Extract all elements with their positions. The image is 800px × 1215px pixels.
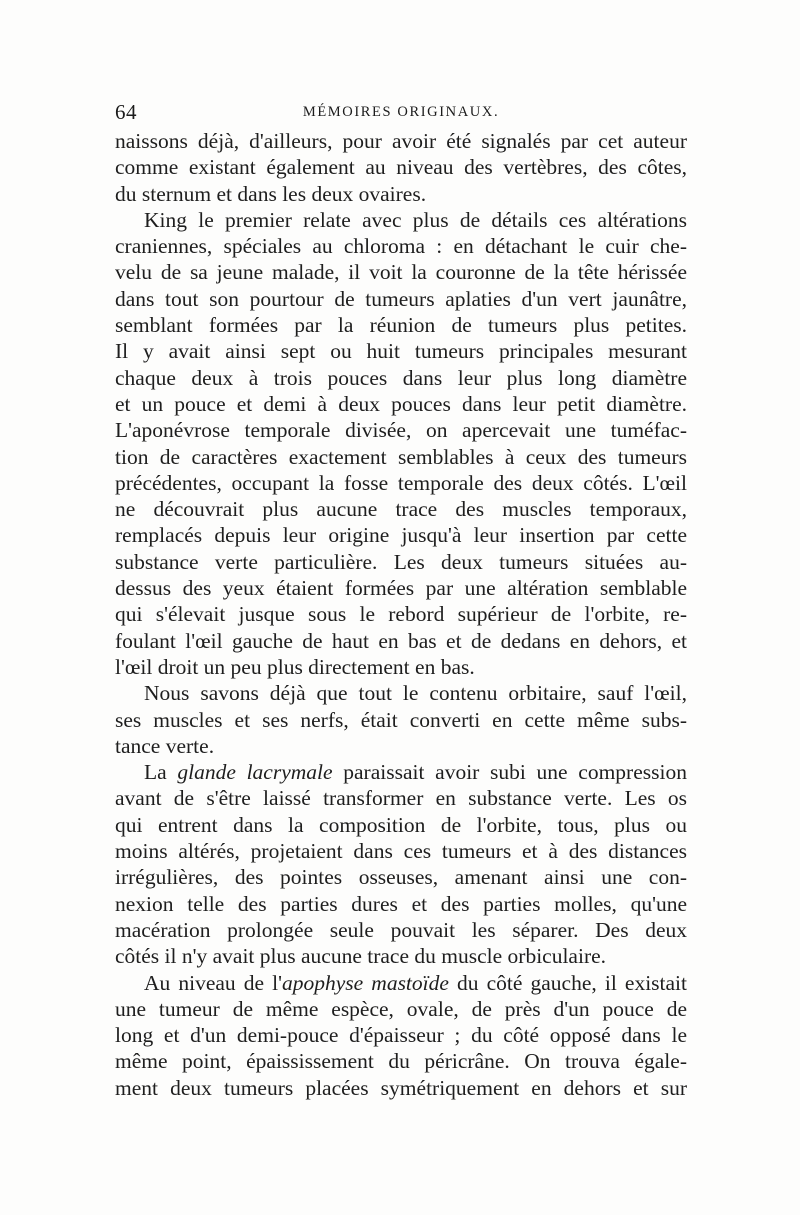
text-line: velu de sa jeune malade, il voit la couronne de la tête hérissée: [115, 260, 687, 285]
text-line: qui s'élevait jusque sous le rebord supérieur de l'orbite, re-: [115, 602, 687, 627]
text-line: même point, épaississement du péricrâne. On trouva égale-: [115, 1049, 687, 1074]
text-line: comme existant également au niveau des vertèbres, des côtes,: [115, 155, 687, 180]
paragraph-3: [115, 680, 687, 759]
paragraph-4: [115, 759, 687, 969]
text-line: l'œil droit un peu plus directement en bas.: [115, 654, 475, 679]
text-line: avant de s'être laissé transformer en substance verte. Les os: [115, 786, 687, 811]
text-line: foulant l'œil gauche de haut en bas et de dedans en dehors, et: [115, 628, 687, 653]
text-line: du sternum et dans les deux ovaires.: [115, 181, 427, 206]
text-line: naissons déjà, d'ailleurs, pour avoir été signalés par cet auteur: [115, 129, 687, 153]
text-line: semblant formées par la réunion de tumeurs plus petites.: [115, 313, 687, 338]
text-line: craniennes, spéciales au chloroma : en détachant le cuir che-: [115, 234, 687, 259]
text-line: tance verte.: [115, 733, 215, 758]
text-line: L'aponévrose temporale divisée, on apercevait une tuméfac-: [115, 418, 687, 443]
text-line: nexion telle des parties dures et des parties molles, qu'une: [115, 891, 687, 916]
text-line: irrégulières, des pointes osseuses, amenant ainsi une con-: [115, 865, 687, 890]
text-line: qui entrent dans la composition de l'orbite, tous, plus ou: [115, 812, 687, 837]
text-line: Il y avait ainsi sept ou huit tumeurs principales mesurant: [115, 339, 687, 364]
body-text: [115, 128, 687, 1101]
text-line: ment deux tumeurs placées symétriquement en dehors et sur: [115, 1075, 687, 1100]
text-line: dans tout son pourtour de tumeurs aplaties d'un vert jaunâtre,: [115, 286, 687, 311]
paragraph-1: [115, 128, 687, 207]
text-line: substance verte particulière. Les deux tumeurs situées au-: [115, 549, 687, 574]
paragraph-2: [115, 207, 687, 680]
text-line: Au niveau de l'apophyse mastoïde du côté gauche, il existait: [144, 970, 687, 995]
running-head: [115, 100, 687, 124]
italic-term: glande lacrymale: [177, 760, 333, 785]
text-line: ne découvrait plus aucune trace des muscles temporaux,: [115, 497, 687, 522]
text-line: moins altérés, projetaient dans ces tumeurs et à des distances: [115, 839, 687, 864]
text-line: macération prolongée seule pouvait les séparer. Des deux: [115, 917, 687, 942]
italic-term: apophyse mastoïde: [282, 970, 449, 995]
text-line: côtés il n'y avait plus aucune trace du muscle orbiculaire.: [115, 944, 607, 969]
text-line: dessus des yeux étaient formées par une altération semblable: [115, 576, 687, 601]
text-line: Nous savons déjà que tout le contenu orbitaire, sauf l'œil,: [144, 681, 687, 706]
text-line: chaque deux à trois pouces dans leur plus long diamètre: [115, 365, 687, 390]
paragraph-5: [115, 970, 687, 1101]
running-title: MÉMOIRES ORIGINAUX.: [302, 104, 500, 120]
text-line: ses muscles et ses nerfs, était converti en cette même subs-: [115, 707, 687, 732]
text-line: tion de caractères exactement semblables à ceux des tumeurs: [115, 444, 687, 469]
text-line: long et d'un demi-pouce d'épaisseur ; du côté opposé dans le: [115, 1023, 687, 1048]
text-line: King le premier relate avec plus de détails ces altérations: [144, 207, 687, 232]
text-line: précédentes, occupant la fosse temporale des deux côtés. L'œil: [115, 470, 687, 495]
text-line: une tumeur de même espèce, ovale, de près d'un pouce de: [115, 996, 687, 1021]
page-number: 64: [115, 100, 137, 124]
text-line: et un pouce et demi à deux pouces dans leur petit diamètre.: [115, 391, 687, 416]
text-line: La glande lacrymale paraissait avoir subi une compression: [144, 760, 687, 785]
text-line: remplacés depuis leur origine jusqu'à leur insertion par cette: [115, 523, 687, 548]
